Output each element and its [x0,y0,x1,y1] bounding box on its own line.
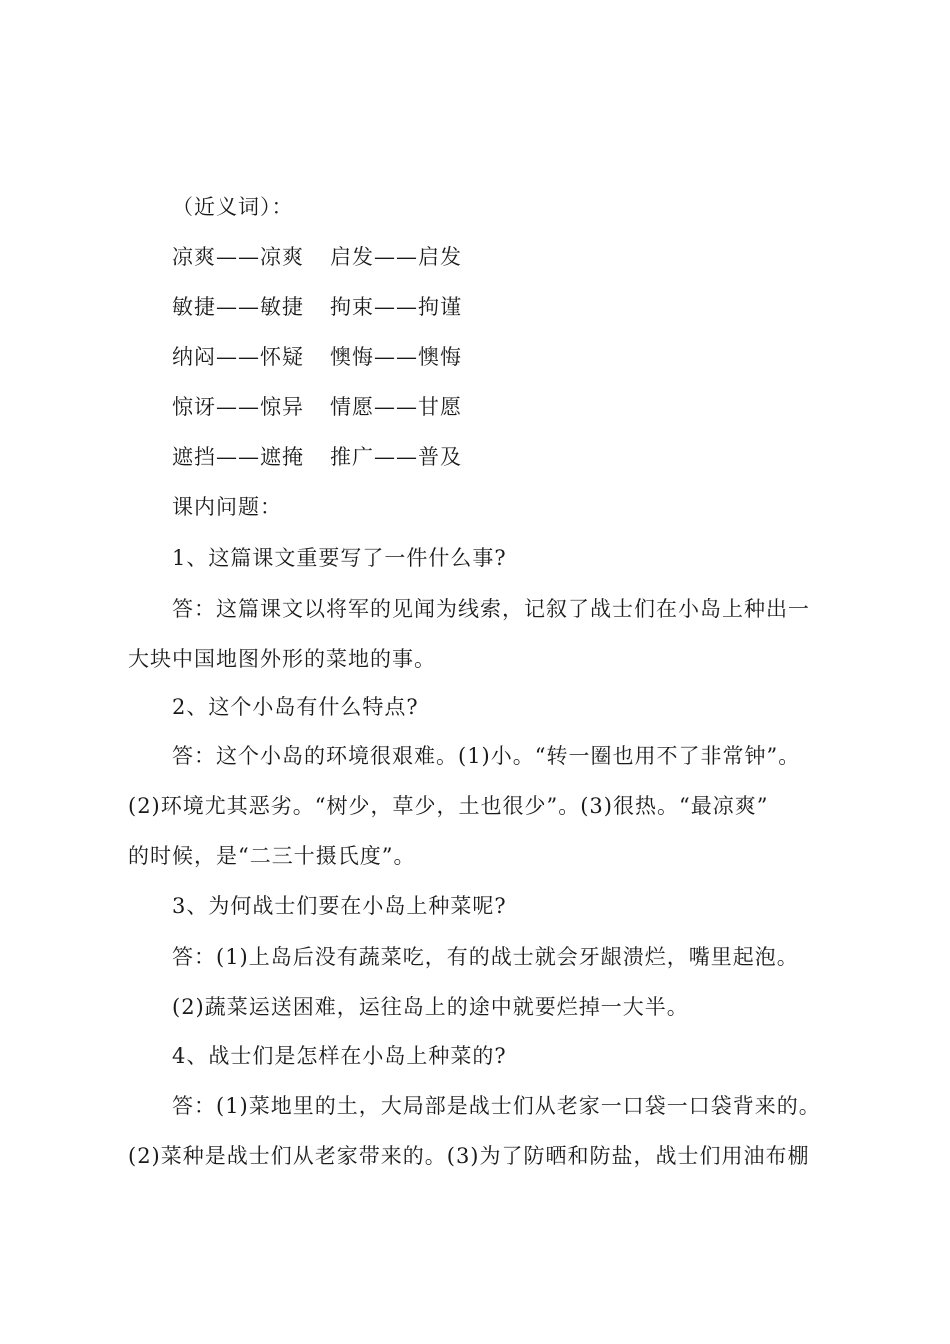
synonym-pair-1-right: 启发——启发 [330,245,462,269]
synonym-pair-2-right: 拘束——拘谨 [330,295,462,319]
question-4: 4、战士们是怎样在小岛上种菜的? [172,1044,507,1068]
answer-4-line-2: (2)菜种是战士们从老家带来的。(3)为了防晒和防盐，战士们用油布棚 [128,1144,810,1168]
synonym-pair-5-left: 遮挡——遮掩 [172,445,304,469]
answer-4-line-1: 答：(1)菜地里的土，大局部是战士们从老家一口袋一口袋背来的。 [172,1094,821,1118]
question-1: 1、这篇课文重要写了一件什么事? [172,546,507,570]
questions-heading: 课内问题： [172,495,282,519]
answer-2-line-1: 答：这个小岛的环境很艰难。(1)小。“转一圈也用不了非常钟”。 [172,744,801,768]
answer-3-line-1: 答：(1)上岛后没有蔬菜吃，有的战士就会牙龈溃烂，嘴里起泡。 [172,945,799,969]
synonym-pair-4-left: 惊讶——惊异 [172,395,304,419]
answer-1-line-1: 答：这篇课文以将军的见闻为线索，记叙了战士们在小岛上种出一 [172,597,810,621]
synonym-pair-4-right: 情愿——甘愿 [330,395,462,419]
synonym-pair-3-right: 懊悔——懊悔 [330,345,462,369]
synonym-pair-3-left: 纳闷——怀疑 [172,345,304,369]
synonym-pair-1-left: 凉爽——凉爽 [172,245,304,269]
answer-2-line-2: (2)环境尤其恶劣。“树少，草少，土也很少”。(3)很热。“最凉爽” [128,794,769,818]
answer-2-line-3: 的时候，是“二三十摄氏度”。 [128,844,416,868]
synonyms-heading: （近义词）： [172,195,294,219]
synonym-pair-2-left: 敏捷——敏捷 [172,295,304,319]
synonym-pair-5-right: 推广——普及 [330,445,462,469]
answer-1-line-2: 大块中国地图外形的菜地的事。 [128,647,436,671]
question-3: 3、为何战士们要在小岛上种菜呢? [172,894,507,918]
question-2: 2、这个小岛有什么特点? [172,695,419,719]
answer-3-line-2: (2)蔬菜运送困难，运往岛上的途中就要烂掉一大半。 [172,995,689,1019]
